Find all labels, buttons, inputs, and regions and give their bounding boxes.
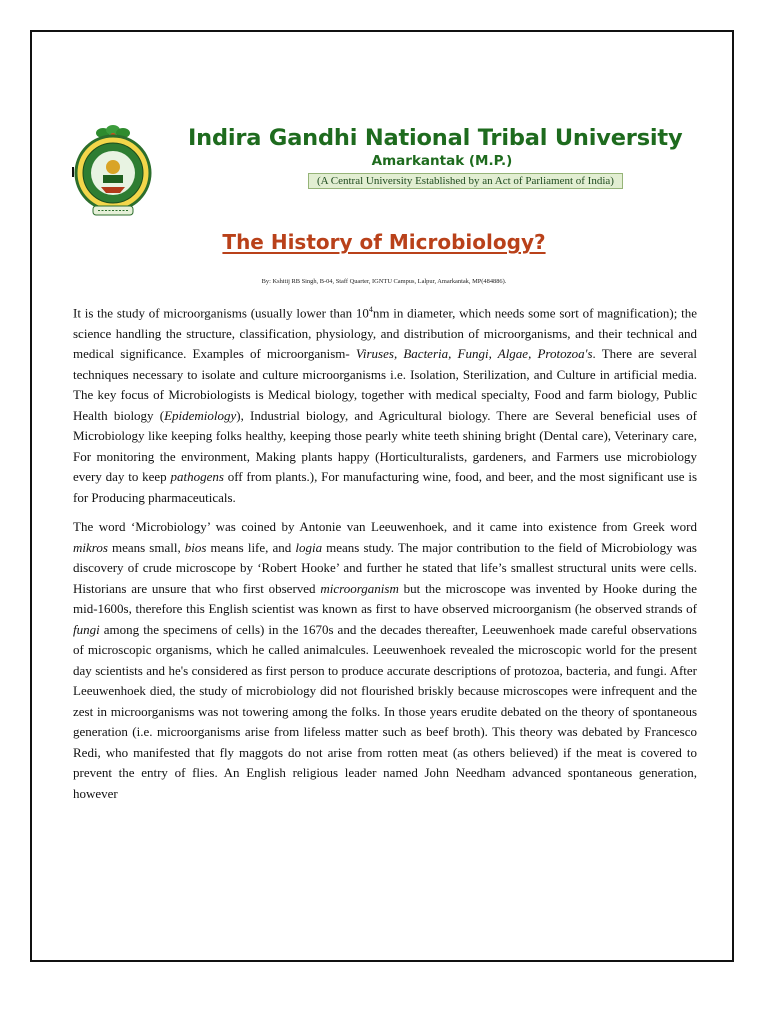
author-byline: By: Kshitij RB Singh, B-04, Staff Quarter, IGNTU Campus, Lalpur, Amarkantak, MP(484886). bbox=[261, 278, 507, 285]
university-location: Amarkantak (M.P.) bbox=[371, 153, 513, 169]
university-seal-icon bbox=[68, 123, 158, 223]
university-name: Indira Gandhi National Tribal University bbox=[188, 125, 683, 151]
university-header bbox=[60, 95, 700, 225]
university-tagline: (A Central University Established by an Act of Parliament of India) bbox=[308, 173, 623, 189]
superscript: 4 bbox=[368, 305, 373, 314]
document-body bbox=[73, 300, 697, 813]
paragraph-2: The word ‘Microbiology’ was coined by Antonie van Leeuwenhoek, and it came into existence from Greek word mikros means small, bios means life, and logia means study. The major contribution to the field of Microbiology was discovery of crude microscope by ‘Robert Hooke’ and further he stated that life’s smallest structural units were cells. Historians are unsure that who first observed microorganism but the microscope was invented by Hooke during the mid-1600s, therefore this English scientist was known as first to have observed microorganism (he observed strands of fungi among the specimens of cells) in the 1670s and the decades thereafter, Leeuwenhoek made careful observations of microscopic organisms, which he called animalcules. Leeuwenhoek revealed the microscopic world for the present day scientists and he's considered as first person to produce accurate descriptions of protozoa, bacteria, and fungi. After Leeuwenhoek died, the study of microbiology did not flourished briskly because microscopes were infrequent and the zest in microorganisms was not towering among the folks. In those years erudite debated on the theory of spontaneous generation (i.e. microorganisms arise from lifeless matter such as beef broth). This theory was debated by Francesco Redi, who manifested that fly maggots do not arise from rotten meat (as others believed) if the meat is covered to prevent the entry of flies. An English religious leader named John Needham advanced spontaneous generation, however bbox=[73, 519, 697, 801]
document-title: The History of Microbiology? bbox=[222, 230, 546, 254]
paragraph-1: It is the study of microorganisms (usually lower than $10^4nm$ in diameter, which needs some sort of magnification); the science handling the structure, classification, physiology, and distribution of microorganisms, and their technical and medical significance. Examples of microorganism- Viruses, Bacteria, Fungi, Algae, Protozoa's. There are several techniques necessary to isolate and culture microorganisms i.e. Isolation, Sterilization, and Culture in artificial media. The key focus of Microbiologists is Medical biology, together with medical specialty, Food and farm biology, Public Health biology (Epidemiology), Industrial biology, and Agricultural biology. There are Several beneficial uses of Microbiology like keeping folks healthy, keeping those pearly white teeth shining bright (Dental care), Veterinary care, For monitoring the environment, Making plants happy (Horticulturalists, gardeners, and Farmers use microbiology every day to keep pathogens off from plants.), For manufacturing wine, food, and beer, and the most significant use is for Producing pharmaceuticals. bbox=[73, 305, 698, 505]
